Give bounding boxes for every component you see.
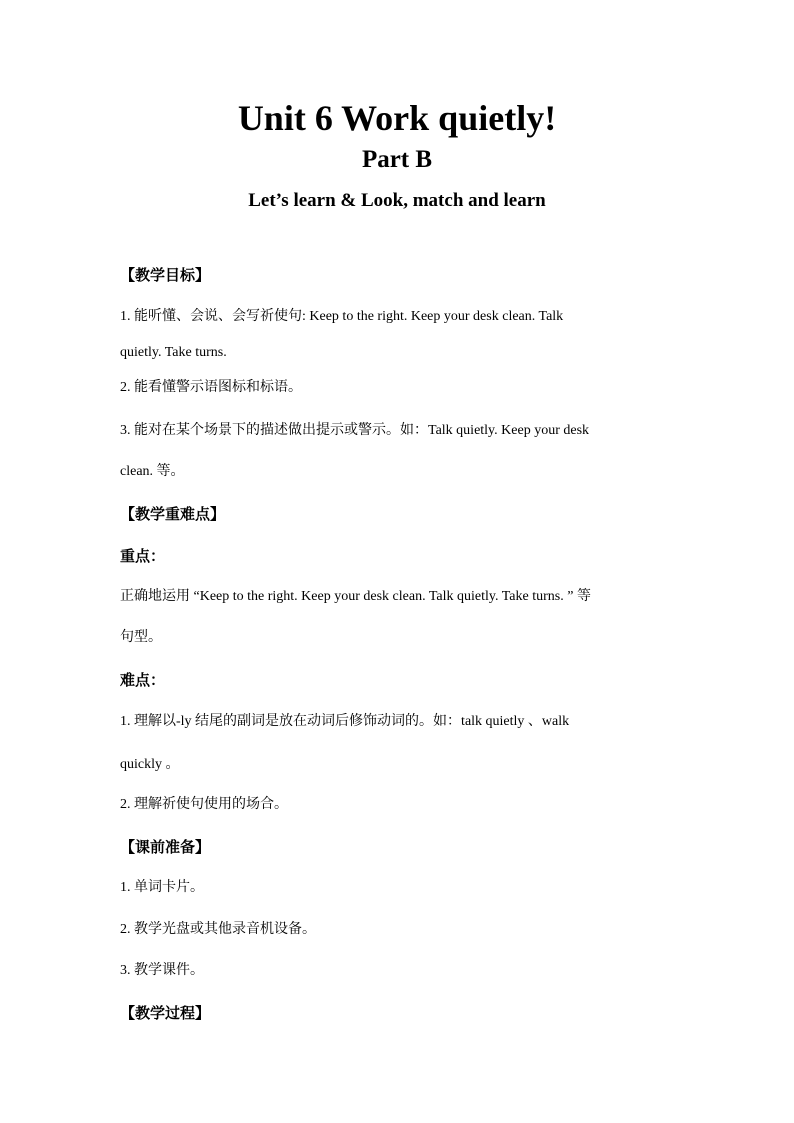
section-heading-preparation: 【课前准备】 xyxy=(120,838,211,856)
objective-line: 1. 能听懂、会说、会写祈使句: Keep to the right. Keep your desk clean. Talk xyxy=(120,309,564,324)
lesson-title: Let’s learn & Look, match and learn xyxy=(248,190,546,211)
focus-label: 重点： xyxy=(120,547,166,565)
difficulty-label: 难点： xyxy=(120,671,166,689)
difficulty-line: 2. 理解祈使句使用的场合。 xyxy=(120,797,288,812)
objective-line: clean. 等。 xyxy=(120,464,185,479)
preparation-line: 3. 教学课件。 xyxy=(120,963,204,978)
preparation-line: 1. 单词卡片。 xyxy=(120,880,204,895)
document-title: Unit 6 Work quietly! xyxy=(237,98,557,138)
section-heading-objectives: 【教学目标】 xyxy=(120,266,211,284)
section-heading-process: 【教学过程】 xyxy=(120,1004,211,1022)
difficulty-line: 1. 理解以-ly 结尾的副词是放在动词后修饰动词的。如：talk quietly 、walk xyxy=(120,714,570,729)
focus-line: 正确地运用 “Keep to the right. Keep your desk clean. Talk quietly. Take turns. ” 等 xyxy=(120,589,591,604)
preparation-line: 2. 教学光盘或其他录音机设备。 xyxy=(120,922,316,937)
difficulty-line: quickly 。 xyxy=(120,757,180,772)
objective-line: 3. 能对在某个场景下的描述做出提示或警示。如：Talk quietly. Keep your desk xyxy=(120,423,590,438)
document-subtitle: Part B xyxy=(361,146,433,173)
section-heading-key-points: 【教学重难点】 xyxy=(120,505,226,523)
objective-line: 2. 能看懂警示语图标和标语。 xyxy=(120,380,302,395)
focus-line: 句型。 xyxy=(120,630,162,645)
objective-line: quietly. Take turns. xyxy=(120,345,227,360)
